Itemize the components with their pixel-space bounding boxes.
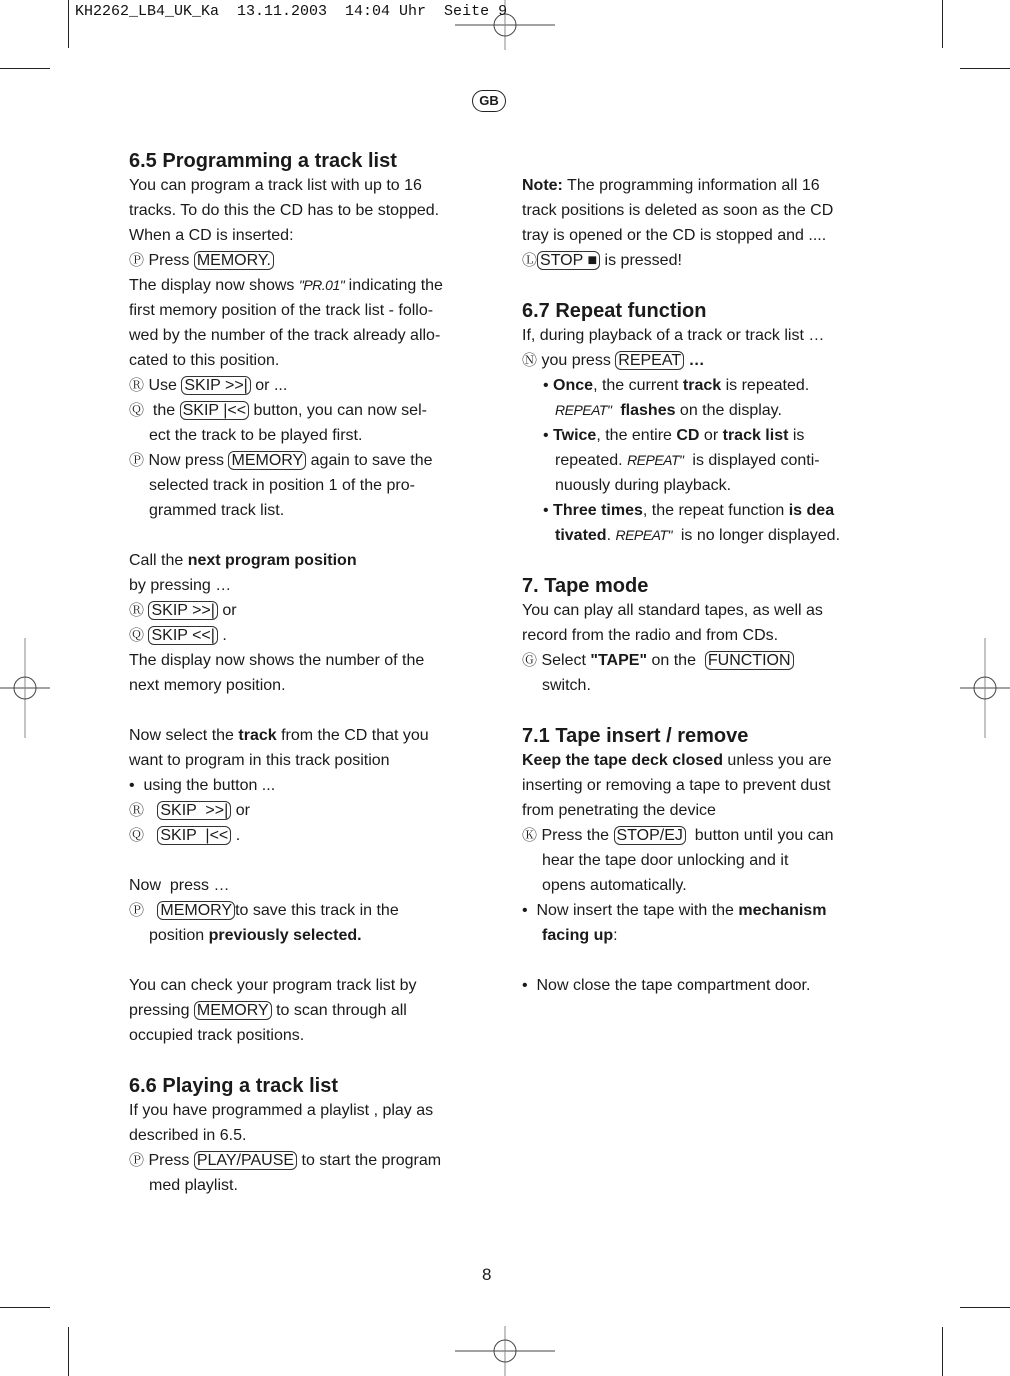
- spacer: [522, 698, 862, 723]
- text: or: [699, 427, 723, 444]
- text-line: [129, 748, 469, 773]
- text-line: [522, 673, 862, 698]
- text-line: [129, 773, 469, 798]
- spacer: [129, 948, 469, 973]
- button-key-label: SKIP |<<: [157, 826, 231, 845]
- spacer: [129, 523, 469, 548]
- text-line: [129, 423, 469, 448]
- step-marker: Ⓟ: [129, 1152, 145, 1169]
- text: You can program a track list with up to 16: [129, 177, 422, 194]
- text: opens automatically.: [542, 877, 687, 894]
- step-marker: Ⓠ: [129, 627, 145, 644]
- text-line: [522, 798, 862, 823]
- text: 7.1 Tape insert / remove: [522, 725, 749, 747]
- display-readout: REPEAT": [555, 402, 612, 418]
- text: 6.7 Repeat function: [522, 300, 707, 322]
- text: , the repeat function: [642, 502, 789, 519]
- text: If you have programmed a playlist , play as: [129, 1102, 434, 1119]
- text: occupied track positions.: [129, 1027, 305, 1044]
- text: indicating the: [344, 277, 443, 294]
- text: When a CD is inserted:: [129, 227, 294, 244]
- bold-text: track: [682, 377, 722, 394]
- text-line: [129, 198, 469, 223]
- spacer: [522, 948, 862, 973]
- text: .: [231, 827, 241, 844]
- text-line: [522, 448, 862, 473]
- display-readout: REPEAT": [615, 527, 672, 543]
- button-key-label: MEMORY: [194, 1001, 272, 1020]
- crop-mark: [0, 1307, 50, 1308]
- bold-text: Note:: [522, 177, 563, 194]
- text: pressing: [129, 1002, 194, 1019]
- text: •: [543, 502, 554, 519]
- spacer: [522, 273, 862, 298]
- section-heading: [129, 148, 469, 173]
- text: :: [613, 927, 618, 944]
- page-number: 8: [482, 1265, 492, 1284]
- text: [144, 827, 157, 844]
- print-slug: KH2262_LB4_UK_Ka 13.11.2003 14:04 Uhr Seite 9: [75, 3, 508, 20]
- text: [144, 902, 157, 919]
- text-line: [522, 173, 862, 198]
- text: nuously during playback.: [555, 477, 732, 494]
- text-line: [129, 1098, 469, 1123]
- text-line: [522, 373, 862, 398]
- language-badge: GB: [472, 90, 506, 112]
- text-line: [522, 748, 862, 773]
- bold-text: previously selected.: [208, 927, 362, 944]
- crop-mark: [942, 1327, 943, 1376]
- button-key-label: REPEAT: [615, 351, 684, 370]
- text-line: [522, 348, 862, 373]
- text: from penetrating the device: [522, 802, 716, 819]
- text: The display now shows the number of the: [129, 652, 425, 669]
- text-line: [129, 1173, 469, 1198]
- text: Call the: [129, 552, 188, 569]
- spacer: [129, 848, 469, 873]
- step-marker: Ⓖ: [522, 652, 538, 669]
- text: selected track in position 1 of the pro-: [149, 477, 415, 494]
- text: You can check your program track list by: [129, 977, 417, 994]
- button-key-label: MEMORY.: [194, 251, 274, 270]
- text-line: [129, 173, 469, 198]
- text: is pressed!: [600, 252, 682, 269]
- text-line: [522, 773, 862, 798]
- display-readout: REPEAT": [627, 452, 684, 468]
- text: • Now insert the tape with the: [522, 902, 739, 919]
- step-marker: Ⓡ: [129, 602, 145, 619]
- button-key-label: STOP ■: [537, 251, 600, 270]
- text-line: [129, 823, 469, 848]
- text: You can play all standard tapes, as well as: [522, 602, 823, 619]
- text: first memory position of the track list - follo-: [129, 302, 434, 319]
- text-line: [129, 998, 469, 1023]
- bold-text: Twice: [553, 427, 597, 444]
- button-key-label: STOP/EJ: [614, 826, 686, 845]
- step-marker: Ⓡ: [129, 802, 145, 819]
- bold-text: flashes: [620, 402, 676, 419]
- text-line: [522, 873, 862, 898]
- text-line: [129, 298, 469, 323]
- text: If, during playback of a track or track list …: [522, 327, 825, 344]
- step-marker: Ⓚ: [522, 827, 538, 844]
- step-marker: Ⓠ: [129, 827, 145, 844]
- text-line: [129, 1123, 469, 1148]
- text: is no longer displayed.: [671, 527, 841, 544]
- text-line: [522, 848, 862, 873]
- text-line: [522, 498, 862, 523]
- text-line: [129, 898, 469, 923]
- text: Press the: [537, 827, 614, 844]
- bold-text: facing up: [542, 927, 614, 944]
- text: unless you are: [722, 752, 832, 769]
- text: described in 6.5.: [129, 1127, 247, 1144]
- text: Use: [144, 377, 182, 394]
- text: is displayed conti-: [683, 452, 820, 469]
- step-marker: Ⓠ: [129, 402, 145, 419]
- button-key-label: FUNCTION: [705, 651, 794, 670]
- text: , the current: [593, 377, 683, 394]
- bold-text: is dea: [788, 502, 835, 519]
- spacer: [129, 698, 469, 723]
- text-line: [129, 1023, 469, 1048]
- text-line: [129, 273, 469, 298]
- text: switch.: [542, 677, 591, 694]
- bold-text: mechanism: [738, 902, 827, 919]
- text: to save this track in the: [235, 902, 399, 919]
- section-heading: [522, 723, 862, 748]
- spacer: [129, 1048, 469, 1073]
- text: the: [144, 402, 180, 419]
- button-key-label: SKIP <<|: [148, 626, 217, 645]
- button-key-label: SKIP |<<: [180, 401, 249, 420]
- text: •: [543, 377, 554, 394]
- section-heading: [129, 1073, 469, 1098]
- text-line: [129, 1148, 469, 1173]
- display-readout: "PR.01": [298, 277, 345, 293]
- text: 6.5 Programming a track list: [129, 150, 397, 172]
- text: or: [217, 602, 237, 619]
- text: med playlist.: [149, 1177, 238, 1194]
- left-column: [129, 148, 469, 1198]
- text-line: [129, 548, 469, 573]
- text: on the: [647, 652, 705, 669]
- text-line: [522, 398, 862, 423]
- text: again to save the: [306, 452, 433, 469]
- text-line: [129, 373, 469, 398]
- text-line: [522, 973, 862, 998]
- bold-text: CD: [676, 427, 700, 444]
- text-line: [522, 648, 862, 673]
- text: track positions is deleted as soon as the CD: [522, 202, 834, 219]
- text: by pressing …: [129, 577, 232, 594]
- text: inserting or removing a tape to prevent dust: [522, 777, 831, 794]
- button-key-label: MEMORY: [228, 451, 306, 470]
- crop-mark: [960, 1307, 1010, 1308]
- spacer: [522, 548, 862, 573]
- text: tray is opened or the CD is stopped and ....: [522, 227, 827, 244]
- text-line: [522, 898, 862, 923]
- bold-text: track list: [722, 427, 789, 444]
- text: 7. Tape mode: [522, 575, 649, 597]
- text-line: [129, 223, 469, 248]
- text: position: [149, 927, 209, 944]
- text-line: [129, 873, 469, 898]
- text: you press: [537, 352, 616, 369]
- text: .: [217, 627, 227, 644]
- button-key-label: MEMORY: [157, 901, 235, 920]
- text: or ...: [250, 377, 288, 394]
- text-line: [522, 473, 862, 498]
- text-line: [129, 923, 469, 948]
- text: button until you can: [685, 827, 834, 844]
- text: grammed track list.: [149, 502, 285, 519]
- text: , the entire: [596, 427, 677, 444]
- text: [611, 402, 620, 419]
- text: • Now close the tape compartment door.: [522, 977, 811, 994]
- text: record from the radio and from CDs.: [522, 627, 779, 644]
- section-heading: [522, 298, 862, 323]
- bold-text: track: [238, 727, 277, 744]
- right-column: [522, 148, 862, 998]
- text: cated to this position.: [129, 352, 280, 369]
- text: Select: [537, 652, 591, 669]
- step-marker: Ⓟ: [129, 902, 145, 919]
- text: Now press …: [129, 877, 230, 894]
- text: repeated.: [555, 452, 628, 469]
- text-line: [129, 473, 469, 498]
- text-line: [129, 498, 469, 523]
- step-marker: Ⓟ: [129, 452, 145, 469]
- text: on the display.: [675, 402, 782, 419]
- crop-mark: [68, 1327, 69, 1376]
- text-line: [522, 823, 862, 848]
- text-line: [522, 198, 862, 223]
- crop-mark: [942, 0, 943, 48]
- bold-text: next program position: [187, 552, 357, 569]
- text: 6.6 Playing a track list: [129, 1075, 338, 1097]
- text: or: [231, 802, 250, 819]
- registration-mark-icon: [0, 638, 50, 738]
- text-line: [129, 798, 469, 823]
- step-marker: Ⓡ: [129, 377, 145, 394]
- text: Now press: [144, 452, 229, 469]
- section-heading: [522, 573, 862, 598]
- text-line: [522, 923, 862, 948]
- text-line: [129, 323, 469, 348]
- text-line: [129, 648, 469, 673]
- text: Press: [144, 1152, 194, 1169]
- button-key-label: PLAY/PAUSE: [194, 1151, 297, 1170]
- bold-text: …: [688, 352, 705, 369]
- text: from the CD that you: [276, 727, 429, 744]
- bold-text: Once: [553, 377, 594, 394]
- text-line: [522, 623, 862, 648]
- text: to start the program: [297, 1152, 442, 1169]
- bold-text: "TAPE": [590, 652, 648, 669]
- text-line: [129, 623, 469, 648]
- text-line: [129, 348, 469, 373]
- text: [144, 802, 157, 819]
- text: .: [606, 527, 616, 544]
- text-line: [129, 723, 469, 748]
- text-line: [129, 573, 469, 598]
- registration-mark-icon: [960, 638, 1010, 738]
- step-marker: Ⓝ: [522, 352, 538, 369]
- text-line: [129, 248, 469, 273]
- text: wed by the number of the track already allo-: [129, 327, 441, 344]
- text: want to program in this track position: [129, 752, 390, 769]
- text-line: [522, 598, 862, 623]
- text: to scan through all: [271, 1002, 407, 1019]
- crop-mark: [68, 0, 69, 48]
- text: is repeated.: [721, 377, 810, 394]
- step-marker: Ⓟ: [129, 252, 145, 269]
- text: next memory position.: [129, 677, 286, 694]
- text-line: [129, 448, 469, 473]
- text-line: [522, 223, 862, 248]
- spacer: [522, 148, 862, 173]
- button-key-label: SKIP >>|: [148, 601, 217, 620]
- text: Now select the: [129, 727, 239, 744]
- text-line: [129, 398, 469, 423]
- text: button, you can now sel-: [249, 402, 427, 419]
- step-marker: Ⓛ: [522, 252, 538, 269]
- text: tracks. To do this the CD has to be stopped.: [129, 202, 440, 219]
- crop-mark: [960, 68, 1010, 69]
- text-line: [522, 248, 862, 273]
- text: is: [788, 427, 805, 444]
- text-line: [129, 598, 469, 623]
- button-key-label: SKIP >>|: [181, 376, 250, 395]
- text: ect the track to be played first.: [149, 427, 363, 444]
- button-key-label: SKIP >>|: [157, 801, 231, 820]
- bold-text: Three times: [553, 502, 643, 519]
- registration-mark-icon: [455, 1326, 555, 1376]
- bold-text: tivated: [555, 527, 607, 544]
- text: hear the tape door unlocking and it: [542, 852, 789, 869]
- crop-mark: [0, 68, 50, 69]
- text-line: [129, 673, 469, 698]
- text: • using the button ...: [129, 777, 276, 794]
- text: The display now shows: [129, 277, 299, 294]
- text-line: [129, 973, 469, 998]
- bold-text: Keep the tape deck closed: [522, 752, 723, 769]
- text: Press: [144, 252, 194, 269]
- text: The programming information all 16: [562, 177, 820, 194]
- text-line: [522, 523, 862, 548]
- text-line: [522, 423, 862, 448]
- text: •: [543, 427, 554, 444]
- text-line: [522, 323, 862, 348]
